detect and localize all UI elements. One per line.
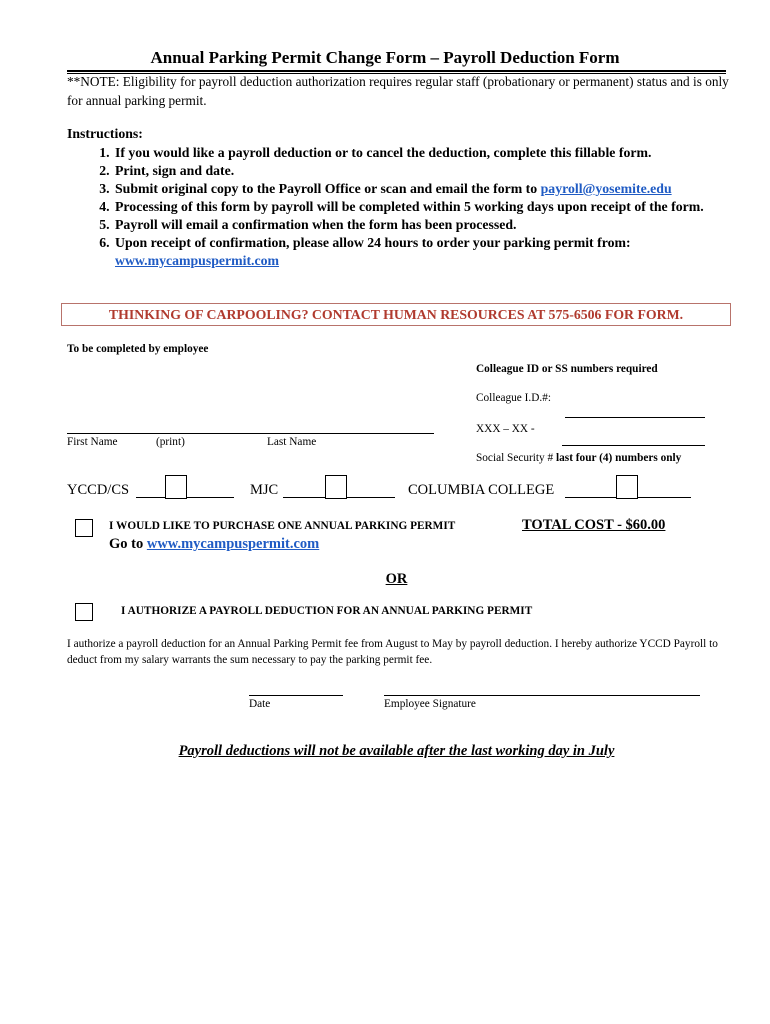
- id-required-label: Colleague ID or SS numbers required: [476, 363, 658, 375]
- campus-mjc-checkbox[interactable]: [325, 475, 347, 499]
- campus-columbia-checkbox[interactable]: [616, 475, 638, 499]
- colleague-id-label: Colleague I.D.#:: [476, 392, 551, 404]
- form-title: Annual Parking Permit Change Form – Payroll Deduction Form: [150, 48, 620, 67]
- campus-yccd-checkbox[interactable]: [165, 475, 187, 499]
- name-field[interactable]: [67, 433, 434, 434]
- print-label: (print): [156, 436, 185, 448]
- last-name-label: Last Name: [267, 436, 317, 448]
- instructions-list: [67, 144, 770, 270]
- carpool-banner: THINKING OF CARPOOLING? CONTACT HUMAN RESOURCES AT 575-6506 FOR FORM.: [61, 303, 731, 326]
- campus-yccd-label: YCCD/CS: [67, 482, 130, 498]
- instructions-heading: Instructions:: [67, 126, 143, 141]
- instruction-item: 4. Processing of this form by payroll will be completed within 5 working days upon receipt of the form.: [113, 198, 770, 216]
- deduction-option-label: I AUTHORIZE A PAYROLL DEDUCTION FOR AN ANNUAL PARKING PERMIT: [121, 605, 533, 617]
- instruction-item: 1. If you would like a payroll deduction or to cancel the deduction, complete this fillable form.: [113, 144, 770, 162]
- ss-prefix: XXX – XX -: [476, 423, 535, 435]
- or-divider: OR: [385, 571, 408, 587]
- campus-mjc-label: MJC: [250, 482, 279, 498]
- instruction-item: 6. Upon receipt of confirmation, please allow 24 hours to order your parking permit from: www.mycampuspermit.com: [113, 234, 770, 270]
- date-field[interactable]: [249, 695, 343, 696]
- instruction-item: 3. Submit original copy to the Payroll Office or scan and email the form to payroll@yosemite.edu: [113, 180, 770, 198]
- campus-columbia-label: COLUMBIA COLLEGE: [408, 482, 555, 498]
- footer-notice: Payroll deductions will not be available after the last working day in July: [178, 743, 615, 759]
- instruction-item: 5. Payroll will email a confirmation when the form has been processed.: [113, 216, 770, 234]
- payroll-email-link[interactable]: payroll@yosemite.edu: [540, 181, 672, 196]
- instruction-item: 2. Print, sign and date.: [113, 162, 770, 180]
- eligibility-note: **NOTE: Eligibility for payroll deduction authorization requires regular staff (probationary or permanent) status and is only for annual parking permit.: [67, 74, 729, 108]
- goto-permit-link[interactable]: www.mycampuspermit.com: [146, 536, 320, 552]
- employee-section-heading: To be completed by employee: [67, 343, 209, 355]
- total-cost: TOTAL COST - $60.00: [522, 517, 666, 533]
- ss-label: Social Security # last four (4) numbers only: [476, 452, 682, 464]
- signature-label: Employee Signature: [384, 698, 476, 710]
- permit-site-link[interactable]: www.mycampuspermit.com: [115, 253, 280, 268]
- goto-line: Go to www.mycampuspermit.com: [109, 536, 320, 552]
- purchase-option-checkbox[interactable]: [75, 519, 93, 537]
- date-label: Date: [249, 698, 271, 710]
- purchase-option-label: I WOULD LIKE TO PURCHASE ONE ANNUAL PARKING PERMIT: [109, 520, 456, 532]
- ss-last-four-field[interactable]: [562, 445, 705, 446]
- colleague-id-field[interactable]: [565, 417, 705, 418]
- authorization-text: I authorize a payroll deduction for an Annual Parking Permit fee from August to May by payroll deduction. I hereby authorize YCCD Payroll to deduct from my salary warrants the sum necessary to pay the parking permit fee.: [67, 638, 718, 666]
- deduction-option-checkbox[interactable]: [75, 603, 93, 621]
- signature-field[interactable]: [384, 695, 700, 696]
- first-name-label: First Name: [67, 436, 118, 448]
